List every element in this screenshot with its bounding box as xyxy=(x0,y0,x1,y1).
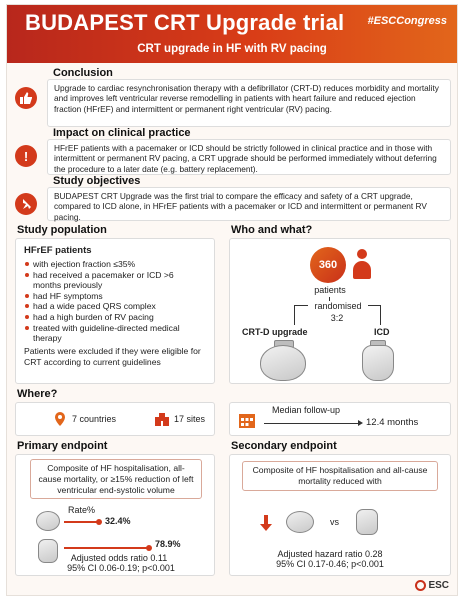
ratio-label: 3:2 xyxy=(330,313,344,323)
objectives-text: BUDAPEST CRT Upgrade was the first trial to compare the efficacy and safety of a CRT upgrade, compared to ICD alone, in HFrEF patients with a pacemaker or ICD and intermittent or permanent RV pacing. xyxy=(47,187,451,221)
patients-label: patients xyxy=(314,285,346,295)
sites-stat: 17 sites xyxy=(174,414,206,424)
connector xyxy=(294,305,295,325)
where-title: Where? xyxy=(17,388,58,400)
rate-bar-crt xyxy=(64,521,99,523)
person-icon xyxy=(352,249,372,281)
rate-crt-value: 32.4% xyxy=(105,516,131,526)
countries-stat: 7 countries xyxy=(72,414,117,424)
followup-panel xyxy=(229,402,451,436)
down-arrow-icon xyxy=(260,515,272,531)
primary-panel xyxy=(15,454,215,576)
objectives-title: Study objectives xyxy=(53,175,141,187)
arm-icd-label: ICD xyxy=(374,327,390,337)
crt-device-icon xyxy=(286,511,314,533)
population-list xyxy=(24,259,204,344)
rate-icd-value: 78.9% xyxy=(155,539,181,549)
rate-bar-icd xyxy=(64,547,149,549)
esc-logo xyxy=(415,580,449,591)
impact-text: HFrEF patients with a pacemaker or ICD should be strictly followed in clinical practice and in those with intermittent or permanent RV pacing, a CRT upgrade should be performed immediately without deferring the procedure to a later date (e.g. battery replacement). xyxy=(47,139,451,175)
crt-device-icon xyxy=(36,511,60,531)
rate-dot-crt xyxy=(96,519,102,525)
list-item: with ejection fraction ≤35% xyxy=(24,259,204,270)
icd-device-icon xyxy=(38,539,58,563)
secondary-endpoint-text: Composite of HF hospitalisation and all-cause mortality reduced with xyxy=(242,461,438,491)
esc-logo-text: ESC xyxy=(428,580,449,591)
secondary-title: Secondary endpoint xyxy=(231,440,337,452)
odds-ratio: Adjusted odds ratio 0.11 xyxy=(70,553,168,563)
hospital-icon xyxy=(154,411,170,427)
icd-device-icon xyxy=(362,345,394,381)
hazard-ratio: Adjusted hazard ratio 0.28 xyxy=(277,549,383,559)
vs-label: vs xyxy=(330,517,339,527)
subtitle: CRT upgrade in HF with RV pacing xyxy=(137,43,327,55)
followup-label: Median follow-up xyxy=(272,405,341,415)
odds-ci: 95% CI 0.06-0.19; p<0.001 xyxy=(67,563,175,573)
population-title: Study population xyxy=(17,224,107,236)
hazard-ci: 95% CI 0.17-0.46; p<0.001 xyxy=(276,559,384,569)
exclamation-icon: ! xyxy=(15,145,37,167)
arm-crt-label: CRT-D upgrade xyxy=(242,327,308,337)
who-title: Who and what? xyxy=(231,224,313,236)
randomised-label: randomised xyxy=(308,301,368,311)
primary-title: Primary endpoint xyxy=(17,440,108,452)
header-banner xyxy=(7,5,457,63)
page-title: BUDAPEST CRT Upgrade trial xyxy=(25,10,345,35)
hashtag: #ESCCongress xyxy=(367,15,447,27)
icd-device-icon xyxy=(356,509,378,535)
exclusion-note: Patients were excluded if they were eligible for CRT according to current guidelines xyxy=(24,346,201,367)
calendar-icon xyxy=(238,411,256,429)
who-panel xyxy=(229,238,451,384)
rate-label: Rate% xyxy=(68,505,96,515)
population-heading: HFrEF patients xyxy=(24,245,92,256)
rate-dot-icd xyxy=(146,545,152,551)
primary-endpoint-text: Composite of HF hospitalisation, all-cause mortality, or ≥15% reduction of left ventricular end-systolic volume xyxy=(30,459,202,499)
impact-title: Impact on clinical practice xyxy=(53,127,191,139)
secondary-panel xyxy=(229,454,451,576)
list-item: had HF symptoms xyxy=(24,291,204,302)
heart-icon xyxy=(415,580,426,591)
population-panel xyxy=(15,238,215,384)
conclusion-text: Upgrade to cardiac resynchronisation therapy with a defibrillator (CRT-D) reduces morbidity and mortality and improves left ventricular reverse remodelling in patients with heart failure and reduced ejection fraction (HFrEF) and intermittent or permanent right ventricular (RV) pacing. xyxy=(47,79,451,127)
arrow-head-icon xyxy=(358,420,363,426)
followup-value: 12.4 months xyxy=(366,417,419,428)
crt-device-icon xyxy=(260,345,306,381)
patient-count-badge: 360 xyxy=(310,247,346,283)
infographic-poster xyxy=(6,4,458,596)
list-item: treated with guideline-directed medical therapy xyxy=(24,323,204,344)
where-panel xyxy=(15,402,215,436)
followup-arrow xyxy=(264,423,360,424)
pin-icon xyxy=(15,193,37,215)
location-pin-icon xyxy=(52,411,68,427)
list-item: had a wide paced QRS complex xyxy=(24,301,204,312)
list-item: had a high burden of RV pacing xyxy=(24,312,204,323)
thumbs-up-icon xyxy=(15,87,37,109)
connector xyxy=(380,305,381,325)
conclusion-title: Conclusion xyxy=(53,67,113,79)
list-item: had received a pacemaker or ICD >6 months previously xyxy=(24,270,204,291)
